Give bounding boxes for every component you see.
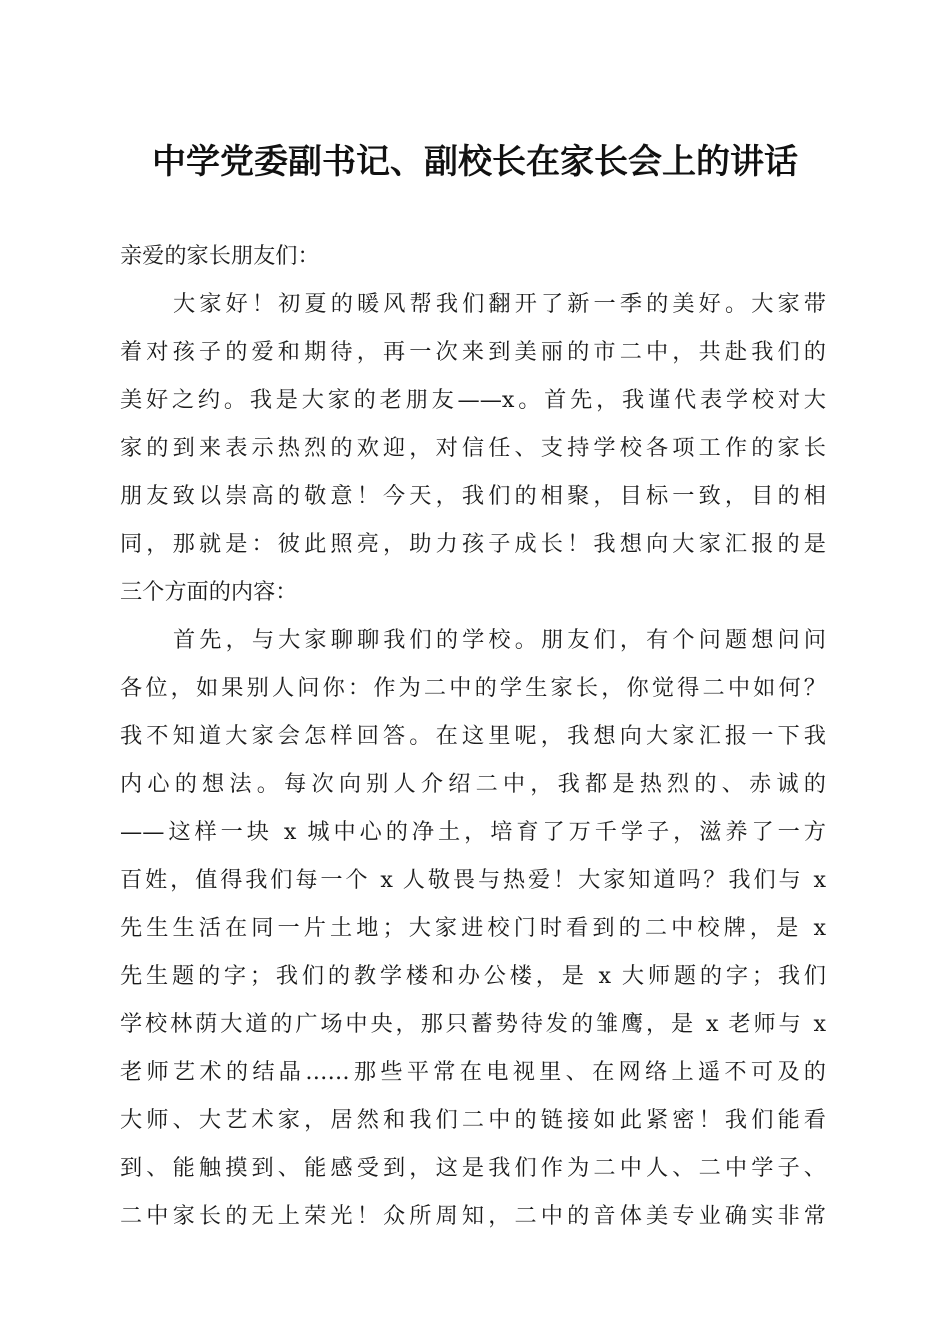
text-line: 我不知道大家会怎样回答。在这里呢，我想向大家汇报一下我	[120, 723, 826, 749]
text-line: ——这样一块 x 城中心的净土，培育了万千学子，滋养了一方	[120, 819, 826, 845]
text-line: 美好之约。我是大家的老朋友——x。首先，我谨代表学校对大	[120, 387, 826, 413]
document-title: 中学党委副书记、副校长在家长会上的讲话	[152, 142, 798, 182]
text-line: 同，那就是：彼此照亮，助力孩子成长！我想向大家汇报的是	[120, 531, 826, 557]
text-line: 学校林荫大道的广场中央，那只蓄势待发的雏鹰，是 x 老师与 x	[120, 1011, 826, 1037]
text-line: 着对孩子的爱和期待，再一次来到美丽的市二中，共赴我们的	[120, 339, 826, 365]
document-body	[120, 232, 826, 1240]
text-line: 老师艺术的结晶……那些平常在电视里、在网络上遥不可及的	[120, 1059, 826, 1085]
text-line: 二中家长的无上荣光！众所周知，二中的音体美专业确实非常	[120, 1203, 826, 1229]
text-line: 百姓，值得我们每一个 x 人敬畏与热爱！大家知道吗？我们与 x	[120, 867, 826, 893]
text-line: 先生生活在同一片土地；大家进校门时看到的二中校牌，是 x	[120, 915, 826, 941]
text-line: 到、能触摸到、能感受到，这是我们作为二中人、二中学子、	[120, 1155, 826, 1181]
text-line: 大师、大艺术家，居然和我们二中的链接如此紧密！我们能看	[120, 1107, 826, 1133]
text-line: 大家好！初夏的暖风帮我们翻开了新一季的美好。大家带	[173, 291, 826, 317]
text-line: 先生题的字；我们的教学楼和办公楼，是 x 大师题的字；我们	[120, 963, 826, 989]
text-line: 各位，如果别人问你：作为二中的学生家长，你觉得二中如何？	[120, 675, 826, 701]
text-line: 朋友致以崇高的敬意！今天，我们的相聚，目标一致，目的相	[120, 483, 826, 509]
text-line: 首先，与大家聊聊我们的学校。朋友们，有个问题想问问	[173, 627, 826, 653]
text-line: 亲爱的家长朋友们：	[120, 243, 320, 269]
text-line: 内心的想法。每次向别人介绍二中，我都是热烈的、赤诚的	[120, 771, 826, 797]
text-line: 三个方面的内容：	[120, 579, 298, 605]
text-line: 家的到来表示热烈的欢迎，对信任、支持学校各项工作的家长	[120, 435, 826, 461]
